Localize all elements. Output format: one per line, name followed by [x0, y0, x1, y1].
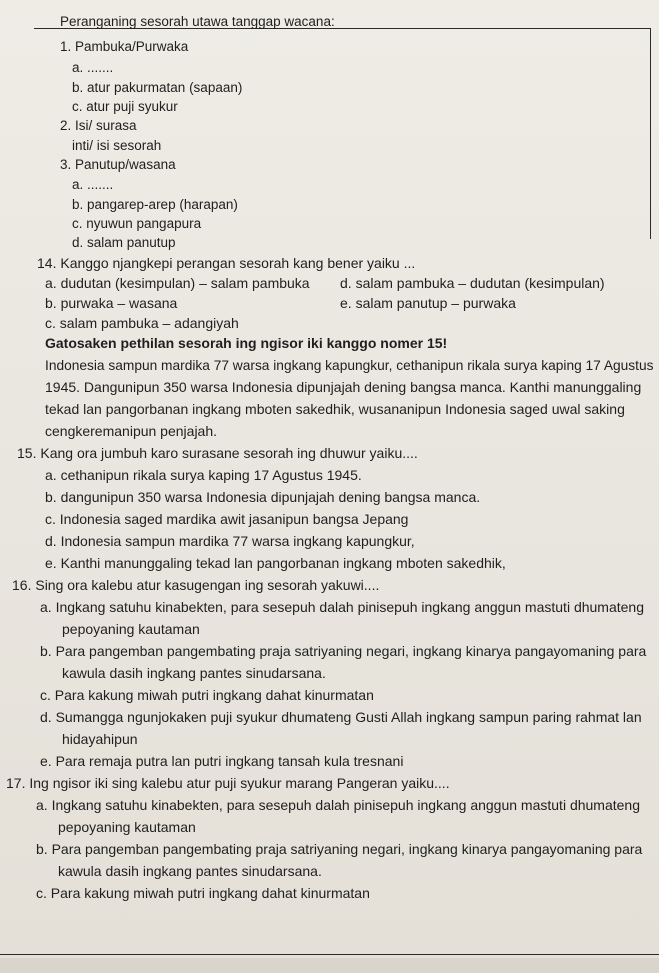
q16-option-d-cont: hidayahipun — [62, 731, 138, 747]
section-1-item-c: c. atur puji syukur — [72, 99, 178, 114]
q16-option-a: a. Ingkang satuhu kinabekten, para sesepuh dalah pinisepuh ingkang anggun mastuti dhumateng — [40, 599, 645, 615]
q17-option-a-cont: pepoyaning kautaman — [58, 819, 196, 835]
q14-option-d: d. salam pambuka – dudutan (kesimpulan) — [340, 275, 605, 291]
q16-option-d: d. Sumangga ngunjokaken puji syukur dhumateng Gusti Allah ingkang sampun paring rahmat lan — [40, 709, 642, 725]
question-15: 15. Kang ora jumbuh karo surasane sesorah ing dhuwur yaiku.... — [17, 445, 418, 461]
question-14: 14. Kanggo njangkepi perangan sesorah kang bener yaiku ... — [37, 255, 416, 271]
passage-line: cengkeremanipun penjajah. — [45, 423, 218, 439]
structure-header: Peranganing sesorah utawa tanggap wacana: — [60, 14, 335, 29]
q17-option-b: b. Para pangemban pangembating praja satriyaning negari, ingkang kinarya pangayomaning para — [36, 841, 643, 857]
page-divider — [0, 954, 659, 955]
q16-option-b-cont: kawula dasih ingkang pantes sinudarsana. — [62, 665, 326, 681]
passage-heading: Gatosaken pethilan sesorah ing ngisor iki kanggo nomer 15! — [45, 335, 448, 351]
q16-option-e: e. Para remaja putra lan putri ingkang tansah kula tresnani — [40, 753, 404, 769]
q17-option-a: a. Ingkang satuhu kinabekten, para sesepuh dalah pinisepuh ingkang anggun mastuti dhumateng — [36, 797, 641, 813]
q15-option-c: c. Indonesia saged mardika awit jasanipun bangsa Jepang — [45, 511, 409, 527]
section-3-item-b: b. pangarep-arep (harapan) — [72, 197, 238, 212]
section-3-item-c: c. nyuwun pangapura — [72, 216, 202, 231]
section-2-title: 2. Isi/ surasa — [60, 118, 137, 133]
q15-option-a: a. cethanipun rikala surya kaping 17 Agustus 1945. — [45, 467, 362, 483]
section-2-body: inti/ isi sesorah — [72, 138, 162, 153]
section-1-item-b: b. atur pakurmatan (sapaan) — [72, 80, 243, 95]
q17-option-b-cont: kawula dasih ingkang pantes sinudarsana. — [58, 863, 322, 879]
q15-option-b: b. dangunipun 350 warsa Indonesia dipunjajah dening bangsa manca. — [45, 489, 481, 505]
passage-line: 1945. Dangunipun 350 warsa Indonesia dipunjajah dening bangsa manca. Kanthi manunggaling — [45, 379, 642, 395]
q14-option-a: a. dudutan (kesimpulan) – salam pambuka — [45, 275, 310, 291]
q15-option-d: d. Indonesia sampun mardika 77 warsa ingkang kapungkur, — [45, 533, 415, 549]
question-17: 17. Ing ngisor iki sing kalebu atur puji syukur marang Pangeran yaiku.... — [6, 775, 450, 791]
q16-option-a-cont: pepoyaning kautaman — [62, 621, 200, 637]
q17-option-c: c. Para kakung miwah putri ingkang dahat kinurmatan — [36, 885, 370, 901]
q14-option-e: e. salam panutup – purwaka — [340, 295, 516, 311]
section-3-item-a: a. ....... — [72, 177, 114, 192]
section-3-title: 3. Panutup/wasana — [60, 157, 176, 172]
passage-line: Indonesia sampun mardika 77 warsa ingkang kapungkur, cethanipun rikala surya kaping 17 Agustus — [45, 357, 654, 373]
section-3-item-d: d. salam panutup — [72, 235, 176, 250]
q14-option-c: c. salam pambuka – adangiyah — [45, 315, 239, 331]
page-bottom-edge — [0, 958, 659, 973]
q16-option-c: c. Para kakung miwah putri ingkang dahat kinurmatan — [40, 687, 374, 703]
q15-option-e: e. Kanthi manunggaling tekad lan pangorbanan ingkang mboten sakedhik, — [45, 555, 506, 571]
section-1-item-a: a. ....... — [72, 60, 114, 75]
question-16: 16. Sing ora kalebu atur kasugengan ing sesorah yakuwi.... — [12, 577, 380, 593]
passage-line: tekad lan pangorbanan ingkang mboten sakedhik, wusananipun Indonesia saged uwal saking — [45, 401, 625, 417]
section-1-title: 1. Pambuka/Purwaka — [60, 39, 189, 54]
q14-option-b: b. purwaka – wasana — [45, 295, 178, 311]
q16-option-b: b. Para pangemban pangembating praja satriyaning negari, ingkang kinarya pangayomaning para — [40, 643, 647, 659]
